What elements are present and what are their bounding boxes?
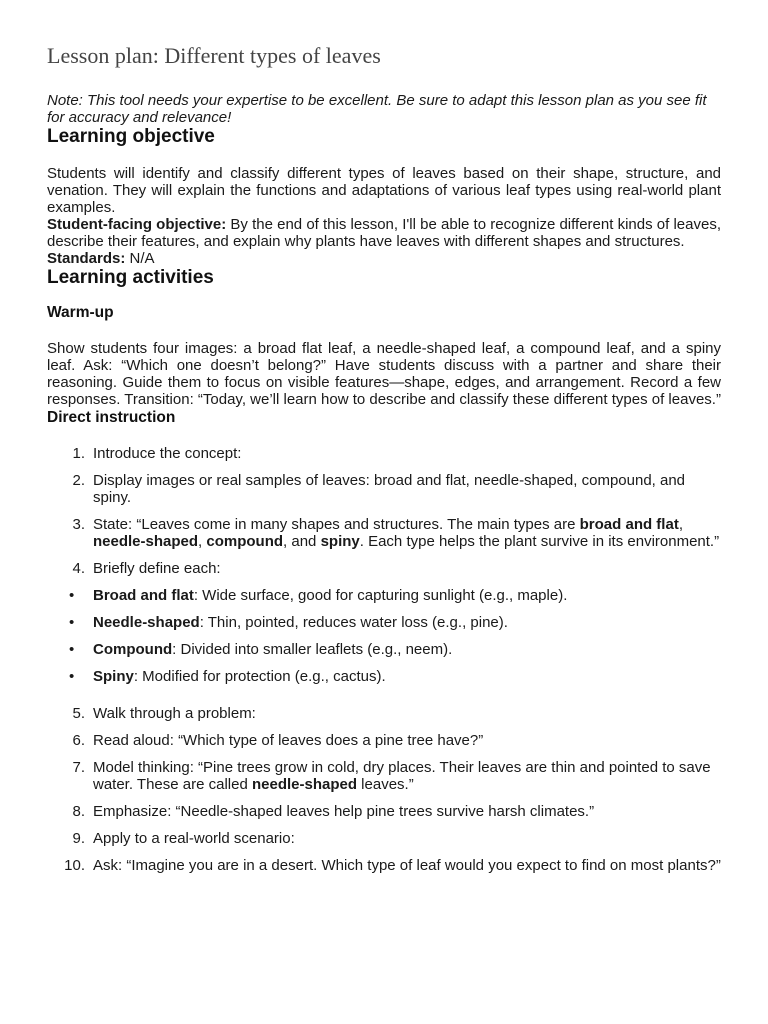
warm-up-heading: Warm-up	[47, 304, 114, 321]
list-item: 6. Read aloud: “Which type of leaves does a pine tree have?”	[72, 732, 484, 749]
standards-value: N/A	[125, 250, 155, 267]
page-title: Lesson plan: Different types of leaves	[47, 43, 381, 68]
instruction-steps	[47, 445, 721, 874]
student-objective-text: By the end of this lesson, I'll be able to recognize different kinds of leaves, describe their features, and explain why plants have leaves with different shapes and structures.	[47, 216, 721, 250]
learning-activities-heading: Learning activities	[47, 267, 214, 288]
direct-instruction-heading: Direct instruction	[47, 409, 176, 426]
definition-item: • Broad and flat: Wide surface, good for capturing sunlight (e.g., maple).	[69, 587, 568, 604]
list-item: 10. Ask: “Imagine you are in a desert. Which type of leaf would you expect to find on most plants?”	[64, 857, 721, 874]
list-item: 3. State: “Leaves come in many shapes and structures. The main types are broad and flat, needle-shaped, compound, and spiny. Each type helps the plant survive in its environment.”	[72, 516, 720, 550]
standards-label: Standards:	[47, 250, 126, 267]
definition-item: • Spiny: Modified for protection (e.g., cactus).	[69, 668, 386, 685]
definition-item: • Needle-shaped: Thin, pointed, reduces water loss (e.g., pine).	[69, 614, 508, 631]
list-item: 5. Walk through a problem:	[72, 705, 256, 722]
list-item: 9. Apply to a real-world scenario:	[72, 830, 295, 847]
standards-line	[47, 250, 721, 267]
list-item: 4. Briefly define each: • Broad and flat: Wide surface, good for capturing sunlight (e.g., maple). • Needle-shaped: Thin, pointed, reduces water loss (e.g., pine). • Compound: Divided into smaller leaflets (e.g., neem). • Spiny: Modified for protection (e.g., cactus).	[47, 560, 721, 685]
student-facing-objective	[47, 216, 721, 250]
list-item: 1. Introduce the concept:	[72, 445, 242, 462]
learning-objective-heading: Learning objective	[47, 126, 215, 147]
definition-item: • Compound: Divided into smaller leaflets (e.g., neem).	[69, 641, 453, 658]
adapt-note: Note: This tool needs your expertise to be excellent. Be sure to adapt this lesson plan as you see fit for accuracy and relevance!	[47, 92, 707, 126]
list-item: 8. Emphasize: “Needle-shaped leaves help pine trees survive harsh climates.”	[72, 803, 595, 820]
warm-up-body: Show students four images: a broad flat leaf, a needle-shaped leaf, a compound leaf, and a spiny leaf. Ask: “Which one doesn’t belong?” Have students discuss with a partner and share their reasoning. Guide them to focus on visible features—shape, edges, and arrangement. Record a few responses. Transition: “Today, we’ll learn how to describe and classify these different types of leaves.”	[47, 340, 721, 408]
student-objective-label: Student-facing objective:	[47, 216, 227, 233]
leaf-type-definitions	[47, 587, 721, 685]
list-item: 2. Display images or real samples of leaves: broad and flat, needle-shaped, compound, and spiny.	[72, 472, 686, 506]
list-item: 7. Model thinking: “Pine trees grow in cold, dry places. Their leaves are thin and pointed to save water. These are called needle-shaped leaves.”	[72, 759, 711, 793]
objective-body: Students will identify and classify different types of leaves based on their shape, structure, and venation. They will explain the functions and adaptations of various leaf types using real-world plant examples.	[47, 165, 721, 216]
